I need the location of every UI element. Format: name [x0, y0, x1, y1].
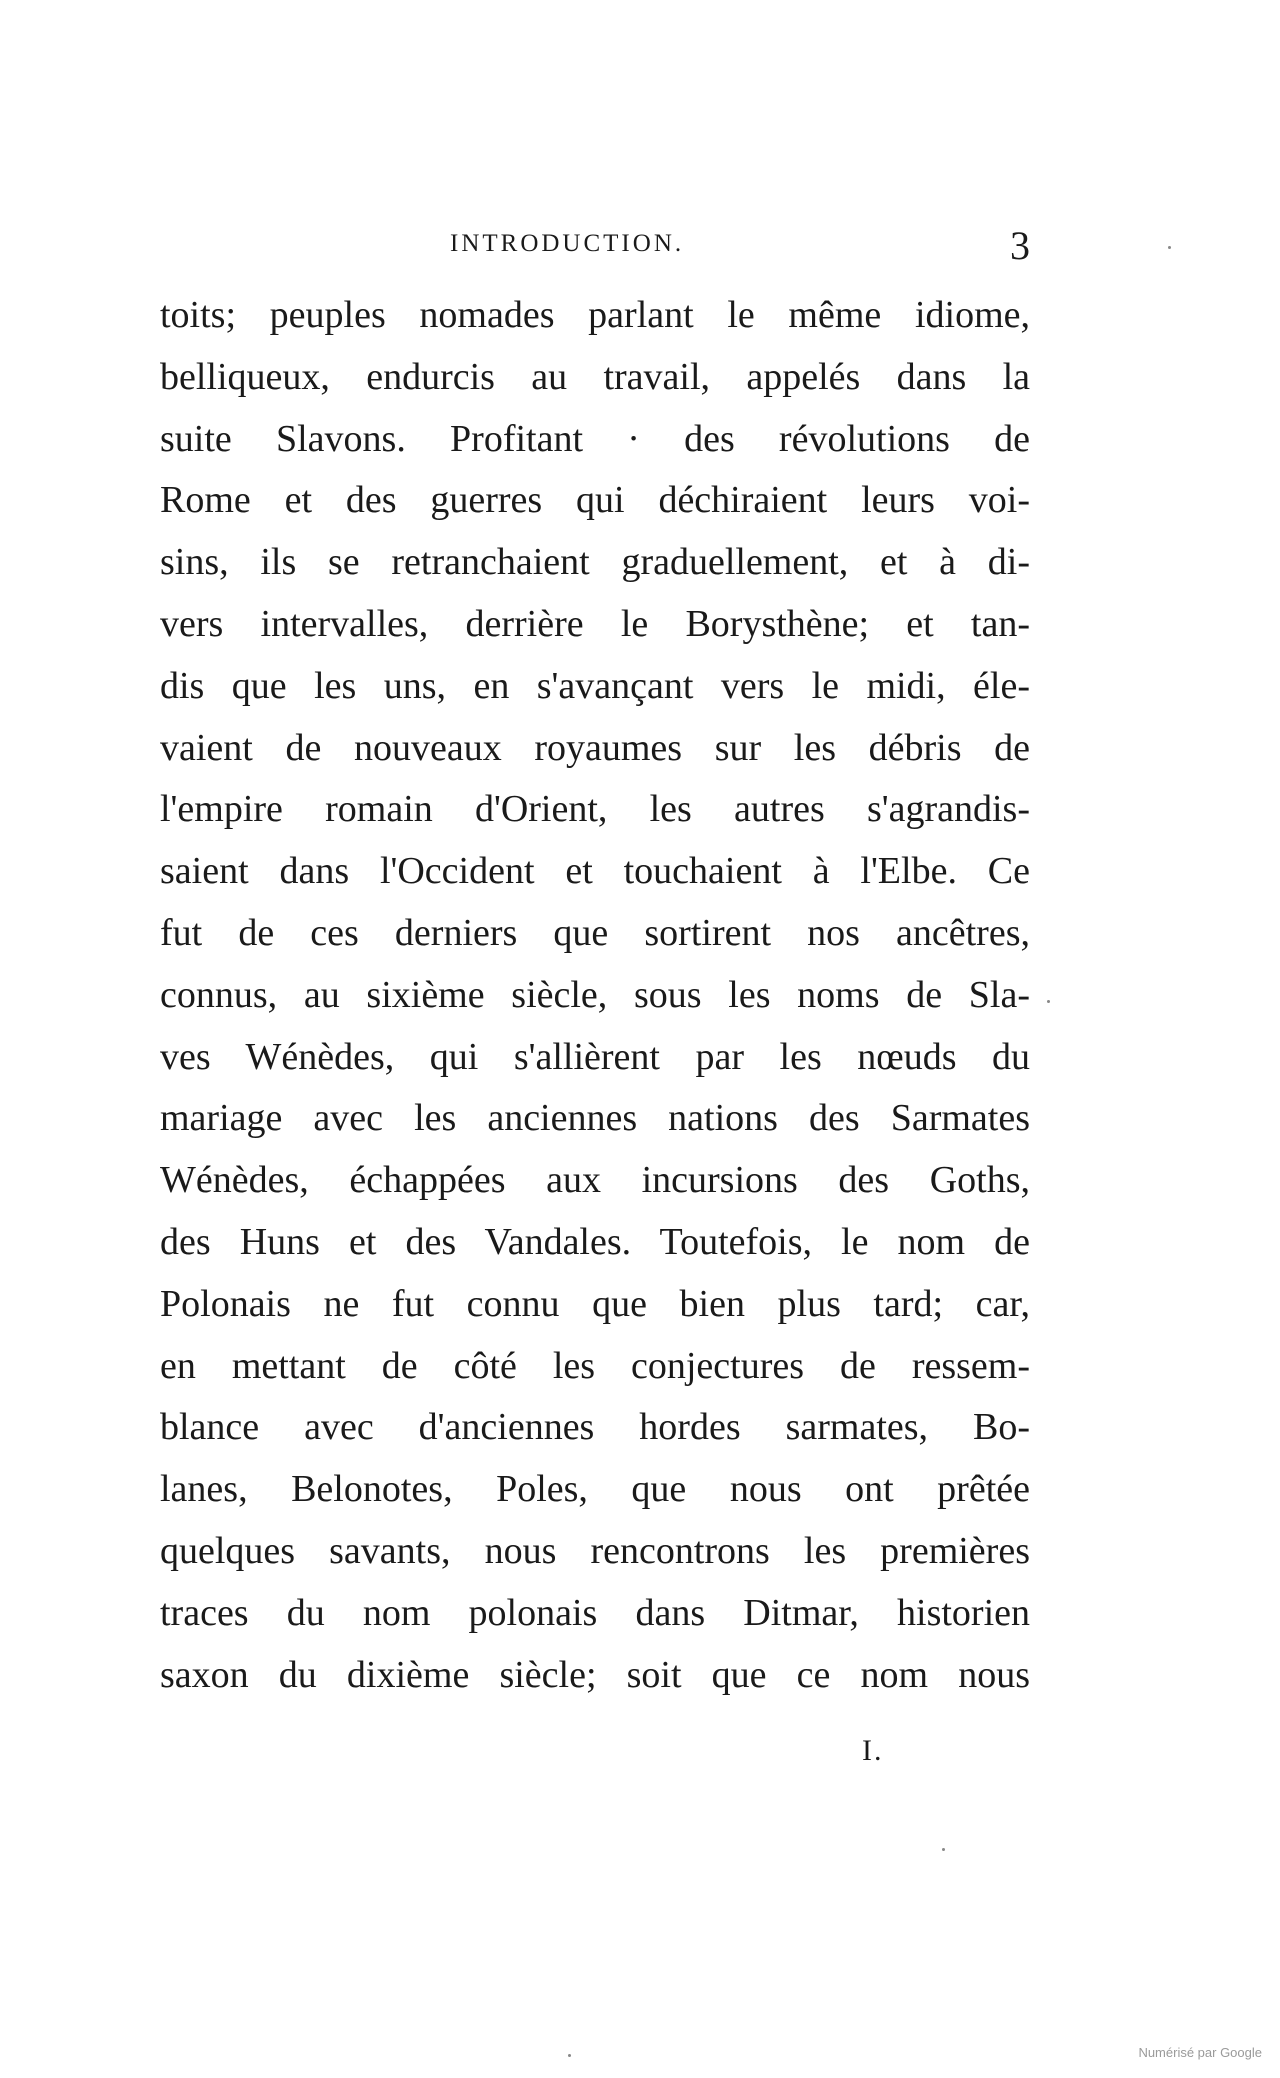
- text-line: blance avec d'anciennes hordes sarmates, Bo-: [160, 1406, 1030, 1449]
- text-line: l'empire romain d'Orient, les autres s'agrandis-: [160, 788, 1030, 831]
- text-line: sins, ils se retranchaient graduellement, et à di-: [160, 541, 1030, 584]
- text-line: suite Slavons. Profitant · des révolutions de: [160, 417, 1030, 460]
- text-line: Rome et des guerres qui déchiraient leurs voi-: [160, 479, 1030, 522]
- text-line: belliqueux, endurcis au travail, appelés dans la: [160, 355, 1030, 398]
- page-number: 3: [1010, 223, 1030, 268]
- text-line: saxon du dixième siècle; soit que ce nom nous: [160, 1653, 1030, 1696]
- text-line: des Huns et des Vandales. Toutefois, le nom de: [160, 1220, 1030, 1263]
- text-line: saient dans l'Occident et touchaient à l'Elbe. Ce: [160, 850, 1030, 893]
- text-line: en mettant de côté les conjectures de ressem-: [160, 1344, 1030, 1387]
- text-line: lanes, Belonotes, Poles, que nous ont prêtée: [160, 1468, 1030, 1511]
- text-line: toits; peuples nomades parlant le même idiome,: [160, 294, 1030, 336]
- running-head: [160, 222, 1030, 266]
- text-line: quelques savants, nous rencontrons les premières: [160, 1529, 1030, 1572]
- body-text: [160, 285, 1030, 1706]
- text-line: mariage avec les anciennes nations des Sarmates: [160, 1097, 1030, 1140]
- scan-speck: [1168, 246, 1171, 249]
- running-title: INTRODUCTION.: [450, 230, 685, 257]
- text-line: connus, au sixième siècle, sous les noms de Sla-: [160, 973, 1030, 1016]
- text-line: ves Wénèdes, qui s'allièrent par les nœuds du: [160, 1035, 1030, 1078]
- text-line: Wénèdes, échappées aux incursions des Goths,: [160, 1159, 1030, 1202]
- scan-speck: [568, 2054, 571, 2057]
- text-line: vers intervalles, derrière le Borysthène; et tan-: [160, 602, 1030, 645]
- text-line: traces du nom polonais dans Ditmar, historien: [160, 1591, 1030, 1634]
- text-line: Polonais ne fut connu que bien plus tard; car,: [160, 1282, 1030, 1325]
- scan-speck: [1047, 1000, 1050, 1003]
- attribution: Numérisé par Google: [1138, 2045, 1262, 2060]
- text-line: vaient de nouveaux royaumes sur les débris de: [160, 726, 1030, 769]
- scan-speck: [942, 1848, 945, 1851]
- text-line: fut de ces derniers que sortirent nos ancêtres,: [160, 911, 1030, 954]
- signature-mark: I.: [862, 1734, 884, 1767]
- text-line: dis que les uns, en s'avançant vers le midi, éle-: [160, 664, 1030, 707]
